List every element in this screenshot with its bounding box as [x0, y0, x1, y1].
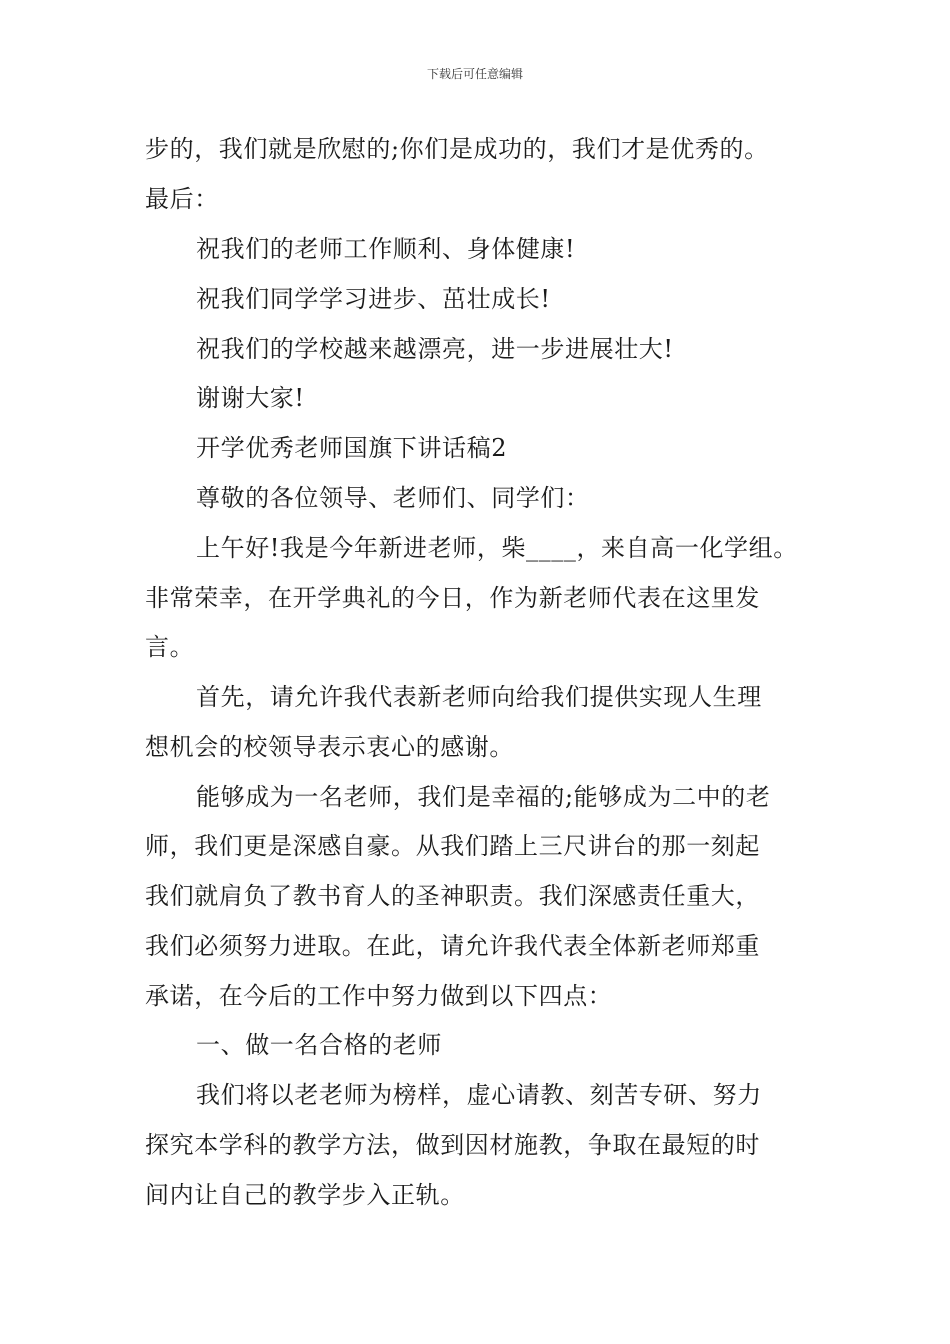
subsection-title: 一、做一名合格的老师 [196, 1031, 442, 1059]
text-line: 想机会的校领导表示衷心的感谢。 [145, 733, 514, 761]
text-line: 非常荣幸，在开学典礼的今日，作为新老师代表在这里发 [145, 584, 760, 612]
text-line: 首先，请允许我代表新老师向给我们提供实现人生理 [196, 683, 762, 711]
text-line: 承诺，在今后的工作中努力做到以下四点： [145, 982, 613, 1010]
text-line: 上午好!我是今年新进老师，柴____，来自高一化学组。 [196, 534, 798, 562]
page-header: 下载后可任意编辑 [426, 67, 523, 81]
text-line: 最后： [145, 185, 219, 213]
salutation: 尊敬的各位领导、老师们、同学们： [196, 484, 590, 512]
text-line: 我们必须努力进取。在此，请允许我代表全体新老师郑重 [145, 932, 760, 960]
text-line: 谢谢大家! [196, 384, 305, 412]
text-line: 师，我们更是深感自豪。从我们踏上三尺讲台的那一刻起 [145, 832, 760, 860]
text-line: 探究本学科的教学方法，做到因材施教，争取在最短的时 [145, 1131, 760, 1159]
text-line: 祝我们的老师工作顺利、身体健康! [196, 235, 576, 263]
text-line: 言。 [145, 633, 195, 661]
text-line: 间内让自己的教学步入正轨。 [145, 1181, 465, 1209]
text-line: 我们将以老老师为榜样，虚心请教、刻苦专研、努力 [196, 1081, 762, 1109]
text-line: 我们就肩负了教书育人的圣神职责。我们深感责任重大， [145, 882, 760, 910]
text-line: 能够成为一名老师，我们是幸福的;能够成为二中的老 [196, 783, 771, 811]
text-line: 祝我们同学学习进步、茁壮成长! [196, 285, 551, 313]
text-line: 步的，我们就是欣慰的;你们是成功的，我们才是优秀的。 [145, 135, 769, 163]
section-title: 开学优秀老师国旗下讲话稿2 [196, 434, 508, 462]
text-line: 祝我们的学校越来越漂亮，进一步进展壮大! [196, 335, 674, 363]
